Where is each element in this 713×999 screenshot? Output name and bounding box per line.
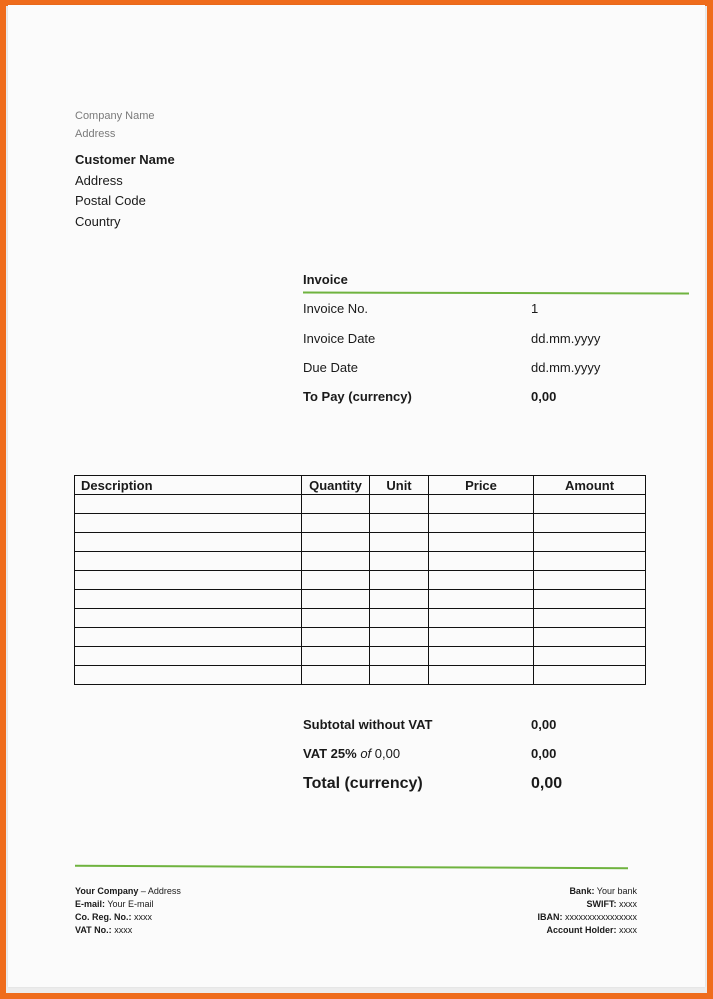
invoice-date-value: dd.mm.yyyy — [531, 331, 601, 346]
table-cell[interactable] — [370, 514, 429, 533]
table-cell[interactable] — [75, 495, 302, 514]
to-pay-value: 0,00 — [531, 389, 557, 404]
table-cell[interactable] — [370, 590, 429, 609]
customer-name: Customer Name — [75, 152, 175, 167]
sender-company-name: Company Name — [75, 110, 155, 122]
table-row — [75, 590, 646, 609]
table-row — [75, 495, 646, 514]
footer-left — [75, 885, 181, 937]
table-cell[interactable] — [429, 647, 534, 666]
line-items-table — [74, 475, 646, 685]
table-cell[interactable] — [534, 647, 646, 666]
table-cell[interactable] — [534, 552, 646, 571]
table-cell[interactable] — [534, 628, 646, 647]
table-cell[interactable] — [534, 571, 646, 590]
table-row — [75, 571, 646, 590]
due-date-value: dd.mm.yyyy — [531, 360, 601, 375]
table-cell[interactable] — [429, 590, 534, 609]
vat-prefix: VAT 25% — [303, 746, 357, 761]
footer-company-line: Your Company – Address — [75, 886, 181, 896]
vat-label — [303, 746, 400, 761]
table-cell[interactable] — [370, 495, 429, 514]
table-cell[interactable] — [75, 571, 302, 590]
customer-postal-code: Postal Code — [75, 193, 146, 208]
customer-address: Address — [75, 172, 123, 188]
table-cell[interactable] — [429, 495, 534, 514]
subtotal-value: 0,00 — [531, 717, 557, 732]
table-cell[interactable] — [534, 495, 646, 514]
total-value: 0,00 — [531, 775, 563, 792]
table-cell[interactable] — [429, 514, 534, 533]
table-cell[interactable] — [302, 552, 370, 571]
invoice-no-label: Invoice No. — [303, 301, 369, 316]
table-cell[interactable] — [370, 647, 429, 666]
sender-block — [75, 107, 154, 143]
table-cell[interactable] — [302, 609, 370, 628]
table-cell[interactable] — [75, 628, 302, 647]
table-cell[interactable] — [302, 495, 370, 514]
table-cell[interactable] — [75, 514, 302, 533]
col-quantity: Quantity — [302, 476, 370, 495]
table-cell[interactable] — [302, 647, 370, 666]
col-description: Description — [75, 476, 302, 495]
table-cell[interactable] — [302, 628, 370, 647]
table-cell[interactable] — [75, 609, 302, 628]
table-cell[interactable] — [429, 609, 534, 628]
table-cell[interactable] — [429, 533, 534, 552]
table-cell[interactable] — [370, 666, 429, 685]
table-row — [75, 552, 646, 571]
table-cell[interactable] — [370, 533, 429, 552]
footer-email-line: E-mail: Your E-mail — [75, 899, 154, 909]
table-cell[interactable] — [75, 666, 302, 685]
table-cell[interactable] — [302, 666, 370, 685]
table-row — [75, 533, 646, 552]
table-cell[interactable] — [534, 514, 646, 533]
table-cell[interactable] — [75, 533, 302, 552]
table-cell[interactable] — [302, 590, 370, 609]
table-cell[interactable] — [534, 533, 646, 552]
table-cell[interactable] — [75, 552, 302, 571]
table-row — [75, 647, 646, 666]
vat-value: 0,00 — [531, 746, 557, 761]
table-cell[interactable] — [429, 666, 534, 685]
table-cell[interactable] — [370, 552, 429, 571]
table-cell[interactable] — [370, 571, 429, 590]
invoice-heading: Invoice — [303, 272, 348, 287]
sender-address: Address — [75, 128, 116, 140]
footer-holder-line: Account Holder: xxxx — [546, 925, 637, 935]
table-cell[interactable] — [370, 609, 429, 628]
table-row — [75, 628, 646, 647]
table-row — [75, 666, 646, 685]
to-pay-label: To Pay (currency) — [303, 389, 412, 404]
table-cell[interactable] — [302, 571, 370, 590]
table-cell[interactable] — [534, 666, 646, 685]
table-cell[interactable] — [370, 628, 429, 647]
footer-right — [537, 885, 637, 937]
table-body — [75, 495, 646, 685]
table-cell[interactable] — [302, 514, 370, 533]
vat-base: 0,00 — [374, 746, 401, 761]
table-row — [75, 514, 646, 533]
invoice-no-value: 1 — [531, 301, 539, 316]
table-cell[interactable] — [534, 609, 646, 628]
table-cell[interactable] — [75, 590, 302, 609]
col-amount: Amount — [534, 476, 646, 495]
table-cell[interactable] — [429, 552, 534, 571]
invoice-date-label: Invoice Date — [303, 331, 376, 346]
footer-swift-line: SWIFT: xxxx — [586, 899, 637, 909]
footer-iban-line: IBAN: xxxxxxxxxxxxxxxx — [537, 912, 637, 922]
table-cell[interactable] — [429, 628, 534, 647]
col-price: Price — [429, 476, 534, 495]
table-header-row — [75, 476, 646, 495]
table-cell[interactable] — [302, 533, 370, 552]
due-date-label: Due Date — [303, 360, 358, 375]
footer-vat-line: VAT No.: xxxx — [75, 925, 133, 935]
footer-bank-line: Bank: Your bank — [569, 886, 637, 896]
table-cell[interactable] — [534, 590, 646, 609]
col-unit: Unit — [370, 476, 429, 495]
total-label: Total (currency) — [303, 775, 423, 792]
vat-of: of — [360, 746, 372, 761]
table-cell[interactable] — [429, 571, 534, 590]
customer-country: Country — [75, 213, 121, 229]
table-cell[interactable] — [75, 647, 302, 666]
table-row — [75, 609, 646, 628]
footer-reg-line: Co. Reg. No.: xxxx — [75, 912, 153, 922]
subtotal-label: Subtotal without VAT — [303, 717, 433, 732]
customer-block — [75, 150, 175, 232]
